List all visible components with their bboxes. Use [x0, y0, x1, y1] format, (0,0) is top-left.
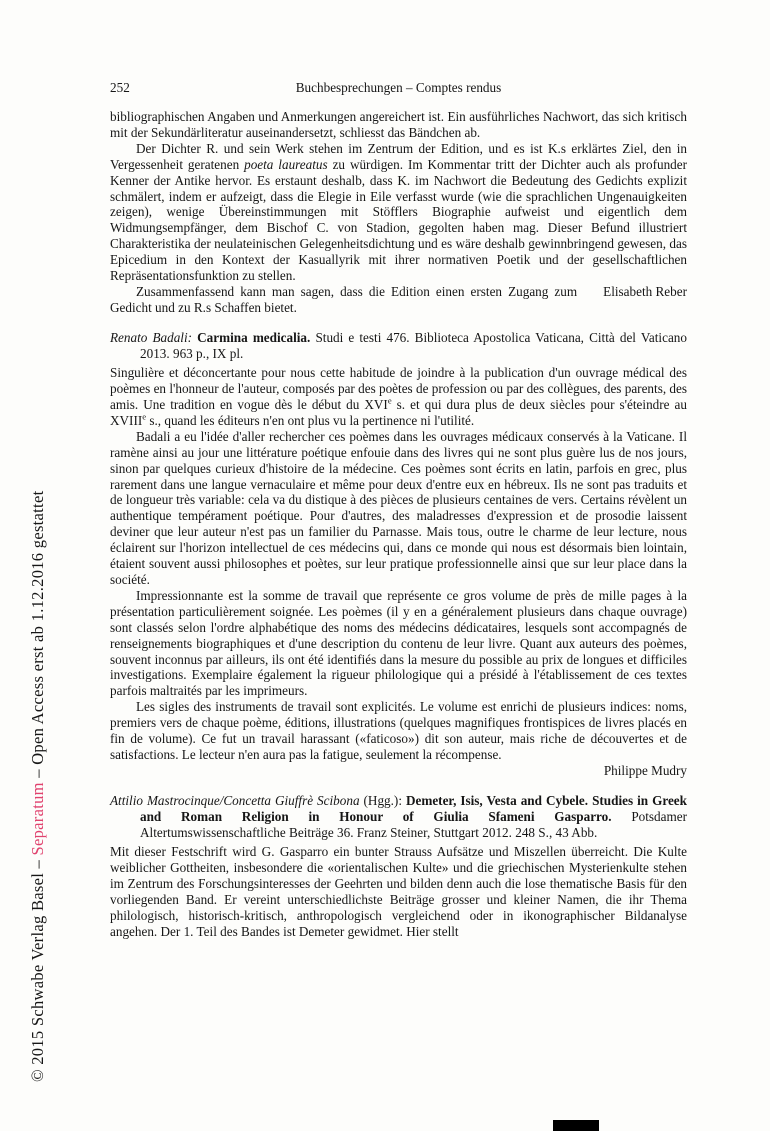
- print-registration-mark: [553, 1120, 599, 1131]
- reviewer-signature: Philippe Mudry: [603, 762, 687, 778]
- text-segment: Der Dichter R. und sein Werk stehen im Zentrum der Edition, und es ist K.s erklärtes Ziel, den in Vergessenheit geratenen: [110, 140, 687, 172]
- review-bibliographic-info: Potsdamer Altertumswissenschaftliche Beiträge 36. Franz Steiner, Stuttgart 2012. 248 S., 43 Abb.: [140, 808, 687, 841]
- paragraph: bibliographischen Angaben und Anmerkungen angereichert ist. Ein ausführliches Nachwort, das sich kritisch mit der Sekundärliteratur auseinandersetzt, schliesst das Bändchen ab.: [110, 109, 687, 140]
- spine-separatum-label: Separatum: [28, 782, 47, 856]
- ordinal-superscript: e: [142, 411, 147, 422]
- review-book-title: Carmina medicalia.: [197, 329, 311, 345]
- text-segment: zu würdigen. Im Kommentar tritt der Dichter auch als profunder Kenner der Antike hervor. Es erstaunt deshalb, dass K. im Nachwort die Bedeutung des Gedichts explizit schmälert, indem er aufzeigt, dass die Elegie in Eile verfasst wurde (wie die sprachlichen Ungenauigkeiten zeigen), wenige Übereinstimmungen mit Stöfflers Biographie aufweist und eigentlich dem Widmungsempfänger, dem Bischof C. von Stadion, gegolten haben mag. Dieser Befund illustriert Charakteristika der neulateinischen Gelegenheitsdichtung und es wäre deshalb gewinnbringend gewesen, das Epicedium in den Kontext der Kasuallyrik mit ihrer normativen Poetik und der gesellschaftlichen Repräsentationsfunktion zu stellen.: [110, 156, 687, 284]
- review-heading: [110, 330, 687, 362]
- spine-copyright-text: © 2015 Schwabe Verlag Basel –: [28, 855, 47, 1082]
- review-fragment-reber: [110, 109, 687, 316]
- latin-phrase: poeta laureatus: [244, 156, 328, 172]
- spine-open-access-text: – Open Access erst ab 1.12.2016 gestattet: [28, 490, 47, 783]
- text-block: [110, 80, 687, 940]
- text-segment: s. et qui dura plus de deux siècles pour s'éteindre au XVIII: [110, 397, 687, 428]
- review-bibliographic-info: Studi e testi 476. Biblioteca Apostolica Vaticana, Città del Vaticano 2013. 963 p., IX pl.: [140, 329, 687, 361]
- paragraph: [110, 284, 687, 316]
- paragraph: [110, 365, 687, 429]
- page-number: 252: [110, 80, 130, 95]
- review-gasparro: [110, 793, 687, 940]
- spine-imprint: [28, 491, 48, 1082]
- ordinal-superscript: e: [387, 395, 392, 406]
- review-badali: [110, 330, 687, 779]
- review-author: Renato Badali:: [110, 329, 198, 345]
- running-head: [110, 80, 687, 97]
- editors-label: (Hgg.):: [359, 792, 406, 808]
- reviewer-signature: Elisabeth Reber: [603, 283, 687, 299]
- paragraph: [110, 141, 687, 284]
- text-segment: Zusammenfassend kann man sagen, dass die Edition einen ersten Zugang zum Gedicht und zu R.s Schaffen bietet.: [110, 283, 578, 315]
- paragraph: Mit dieser Festschrift wird G. Gasparro ein bunter Strauss Aufsätze und Miszellen überreicht. Die Kulte weiblicher Gottheiten, insbesondere die «orientalischen Kulte» und die griechischen Mysterienkulte stehen im Zentrum des Forschungsinteresses der Geehrten und bilden denn auch die lose thematische Basis für den vorliegenden Band. Er vereint unterschiedlichste Beiträge grosser und kleiner Namen, die ihr Thema philologisch, historisch-kritisch, anthropologisch vergleichend oder in ikonographischer Bildanalyse angehen. Der 1. Teil des Bandes ist Demeter gewidmet. Hier stellt: [110, 844, 687, 939]
- review-heading: [110, 793, 687, 842]
- text-segment: s., quand les éditeurs n'en ont plus vu la pertinence ni l'utilité.: [146, 412, 475, 428]
- paragraph: Les sigles des instruments de travail sont explicités. Le volume est enrichi de plusieurs indices: noms, premiers vers de chaque poème, éditions, illustrations (quelques magnifiques frontispices de livres placés en fin de volume). Ce fut un travail harassant («faticoso») dit son auteur, mais riche de découvertes et de satisfactions. Le lecteur n'en aura pas la fatigue, seulement la récompense.: [110, 699, 687, 762]
- review-book-title: Demeter, Isis, Vesta and Cybele. Studies in Greek and Roman Religion in Honour of Giulia Sfameni Gasparro.: [140, 792, 687, 824]
- running-title: Buchbesprechungen – Comptes rendus: [295, 80, 502, 95]
- review-editors: Attilio Mastrocinque/Concetta Giuffrè Scibona: [110, 792, 360, 808]
- paragraph: Badali a eu l'idée d'aller rechercher ces poèmes dans les ouvrages médicaux conservés à la Vaticane. Il ramène ainsi au jour une littérature poétique enfouie dans des livres qui ne sont plus guère lus de nos jours, sinon par quelques curieux d'histoire de la médecine. Ces poèmes sont écrits en latin, parfois en grec, plus rarement dans une langue vernaculaire et même pour deux d'entre eux en hébreux. Ils ne sont pas traduits et de longueur très variable: cela va du distique à des pièces de plusieurs centaines de vers. Certains révèlent un authentique tempérament poétique. Pour d'autres, des maladresses d'expression et de prosodie laissent deviner que leur auteur n'est pas un familier du Parnasse. Mais tous, outre le charme de leur lecture, nous éclairent sur l'horizon intellectuel de ces médecins qui, dans ce monde qui nous est désormais bien lointain, étaient souvent aussi philosophes et poètes, sur leur pratique professionnelle ainsi que sur leur place dans la société.: [110, 428, 687, 587]
- paragraph: Impressionnante est la somme de travail que représente ce gros volume de près de mille pages à la présentation particulièrement soignée. Les poèmes (il y en a généralement plusieurs dans chaque ouvrage) sont classés selon l'ordre alphabétique des noms des médecins dédicataires, lesquels sont accompagnés de renseignements biographiques et d'une description du contenu de leur livre. Quant aux auteurs des poèmes, souvent inconnus par ailleurs, ils ont été identifiés dans la mesure du possible au prix de longues et difficiles investigations. Exemplaire également la rigueur philologique qui a présidé à l'établissement de ces textes parfois maltraités par les imprimeurs.: [110, 587, 687, 699]
- text-segment: Singulière et déconcertante pour nous cette habitude de joindre à la publication d'un ouvrage médical des poèmes en l'honneur de l'auteur, composés par des poètes de profession ou par des collègues, des parents, des amis. Une tradition en vogue dès le début du XVI: [110, 365, 687, 412]
